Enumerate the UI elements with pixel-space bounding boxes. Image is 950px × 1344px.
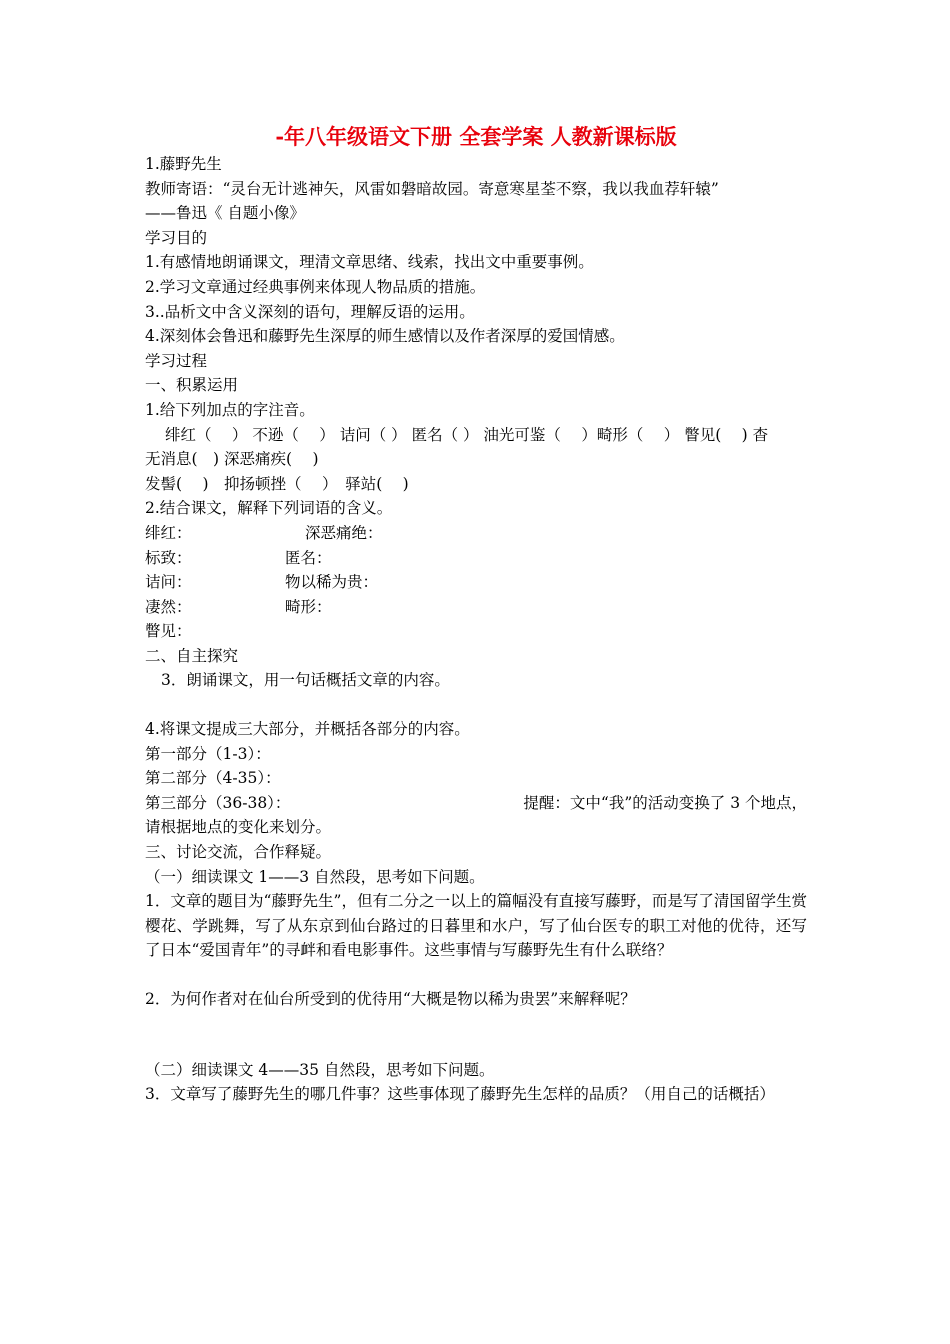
objective-item: 4.深刻体会鲁迅和藤野先生深厚的师生感情以及作者深厚的爱国情感。 (145, 327, 625, 346)
vocab-term: 绯红： (145, 523, 192, 542)
part-item: 第二部分（4-35）： (145, 769, 281, 788)
question-3: 3．朗诵课文，用一句话概括文章的内容。 (161, 671, 450, 690)
document-page (145, 124, 807, 1107)
discussion-question-1: 1．文章的题目为“藤野先生”，但有二分之一以上的篇幅没有直接写藤野，而是写了清国留学生赏樱花、学跳舞，写了从东京到仙台路过的日暮里和水户，写了仙台医专的职工对他的优待，还写了日本“爱国青年”的寻衅和看电影事件。这些事情与写藤野先生有什么联络？ (145, 892, 807, 960)
vocab-row (145, 570, 807, 595)
vocab-row (145, 546, 807, 571)
vocab-row (145, 595, 807, 620)
vocab-term: 标致： (145, 548, 192, 567)
vocab-row (145, 521, 807, 546)
vocab-term: 深恶痛绝： (305, 523, 383, 542)
vocab-term: 畸形： (285, 597, 332, 616)
objective-item: 2.学习文章通过经典事例来体现人物品质的措施。 (145, 277, 486, 296)
objective-item: 3..品析文中含义深刻的语句，理解反语的运用。 (145, 302, 475, 321)
lesson-title: 1.藤野先生 (145, 155, 222, 173)
vocab-term: 匿名： (285, 548, 332, 567)
question-2: 2.结合课文，解释下列词语的含义。 (145, 499, 393, 518)
discussion-question-3: 3．文章写了藤野先生的哪几件事？这些事体现了藤野先生怎样的品质？（用自己的话概括） (145, 1085, 775, 1104)
part-hint-row (145, 791, 807, 816)
section-heading: 三、讨论交流，合作释疑。 (145, 843, 332, 862)
vocab-row (145, 619, 807, 644)
part-item: 第三部分（36-38）： (145, 793, 291, 812)
vocab-term: 凄然： (145, 597, 192, 616)
process-heading: 学习过程 (145, 351, 208, 370)
section-heading: 二、自主探究 (145, 646, 239, 665)
part-item: 第一部分（1-3）： (145, 744, 271, 763)
discussion-question-2: 2．为何作者对在仙台所受到的优待用“大概是物以稀为贵罢”来解释呢？ (145, 990, 636, 1008)
pinyin-words-line: 绯红（ ） 不逊（ ） 诘问（ ） 匿名（ ） 油光可鉴（ ）畸形（ ） 瞥见( ) 杳 (165, 425, 769, 444)
hint-text: 提醒：文中“我”的活动变换了 3 个地点， (523, 793, 807, 812)
subsection-heading: （二）细读课文 4——35 自然段，思考如下问题。 (145, 1060, 495, 1079)
vocab-term: 诘问： (145, 573, 192, 592)
pinyin-words-line: 无消息( ) 深恶痛疾( ) (145, 450, 319, 469)
question-4: 4.将课文提成三大部分，并概括各部分的内容。 (145, 720, 470, 739)
hint-text: 请根据地点的变化来划分。 (145, 818, 332, 837)
objectives-heading: 学习目的 (145, 228, 208, 247)
motto-line-1: 教师寄语：“灵台无计逃神矢，风雷如磐暗故园。寄意寒星荃不察，我以我血荐轩辕” (145, 179, 719, 198)
vocab-term: 物以稀为贵： (285, 573, 379, 592)
motto-line-2: ——鲁迅《 自题小像》 (145, 204, 305, 223)
section-heading: 一、积累运用 (145, 376, 239, 395)
subsection-heading: （一）细读课文 1——3 自然段，思考如下问题。 (145, 867, 485, 886)
vocab-term: 瞥见： (145, 622, 192, 641)
question-1: 1.给下列加点的字注音。 (145, 400, 315, 419)
objective-item: 1.有感情地朗诵课文，理清文章思绪、线索，找出文中重要事例。 (145, 253, 594, 272)
document-title: -年八年级语文下册 全套学案 人教新课标版 (275, 124, 677, 149)
pinyin-words-line: 发髻( ) 抑扬顿挫（ ） 驿站( ) (145, 474, 409, 493)
